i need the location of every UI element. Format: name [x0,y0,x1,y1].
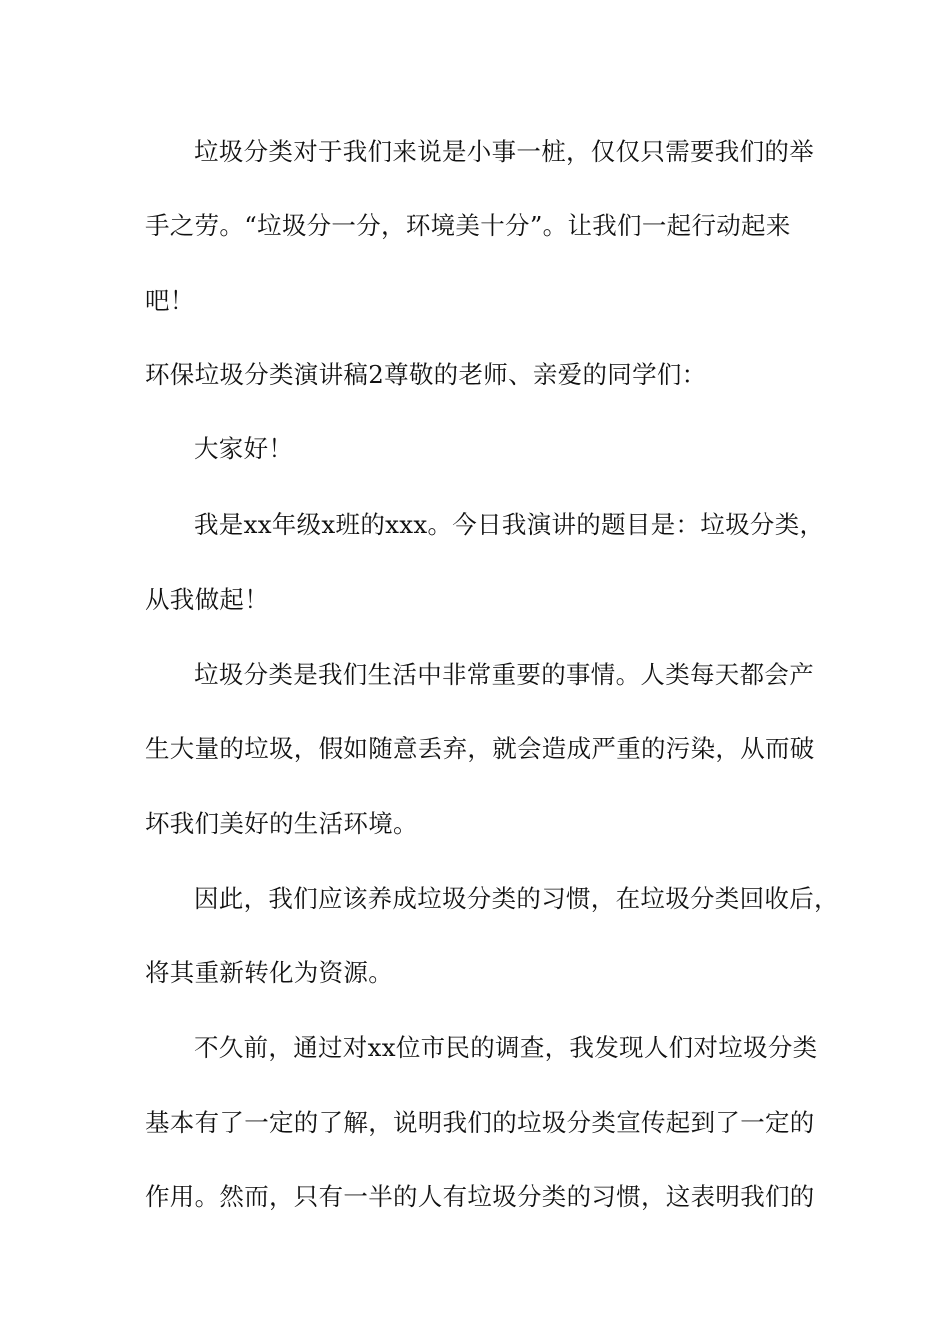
text-line: 坏我们美好的生活环境。 [145,809,418,838]
text-line: 手之劳。“垃圾分一分，环境美十分”。让我们一起行动起来 [145,211,791,240]
text-line: 作用。然而，只有一半的人有垃圾分类的习惯，这表明我们的 [145,1182,815,1211]
text-line: 吧！ [145,286,195,315]
text-line: 基本有了一定的了解，说明我们的垃圾分类宣传起到了一定的 [145,1108,815,1137]
text-line: 垃圾分类对于我们来说是小事一桩，仅仅只需要我们的举 [194,137,814,166]
text-line: 垃圾分类是我们生活中非常重要的事情。人类每天都会产 [194,660,814,689]
text-line: 我是xx年级x班的xxx。今日我演讲的题目是：垃圾分类， [194,510,825,539]
text-line: 不久前，通过对xx位市民的调查，我发现人们对垃圾分类 [194,1033,818,1062]
text-line: 因此，我们应该养成垃圾分类的习惯，在垃圾分类回收后， [194,884,839,913]
text-line: 将其重新转化为资源。 [145,958,393,987]
greeting-line: 大家好！ [194,434,294,463]
speech-title-line: 环保垃圾分类演讲稿2尊敬的老师、亲爱的同学们： [145,360,707,389]
text-line: 从我做起！ [145,585,269,614]
text-line: 生大量的垃圾，假如随意丢弃，就会造成严重的污染，从而破 [145,734,815,763]
